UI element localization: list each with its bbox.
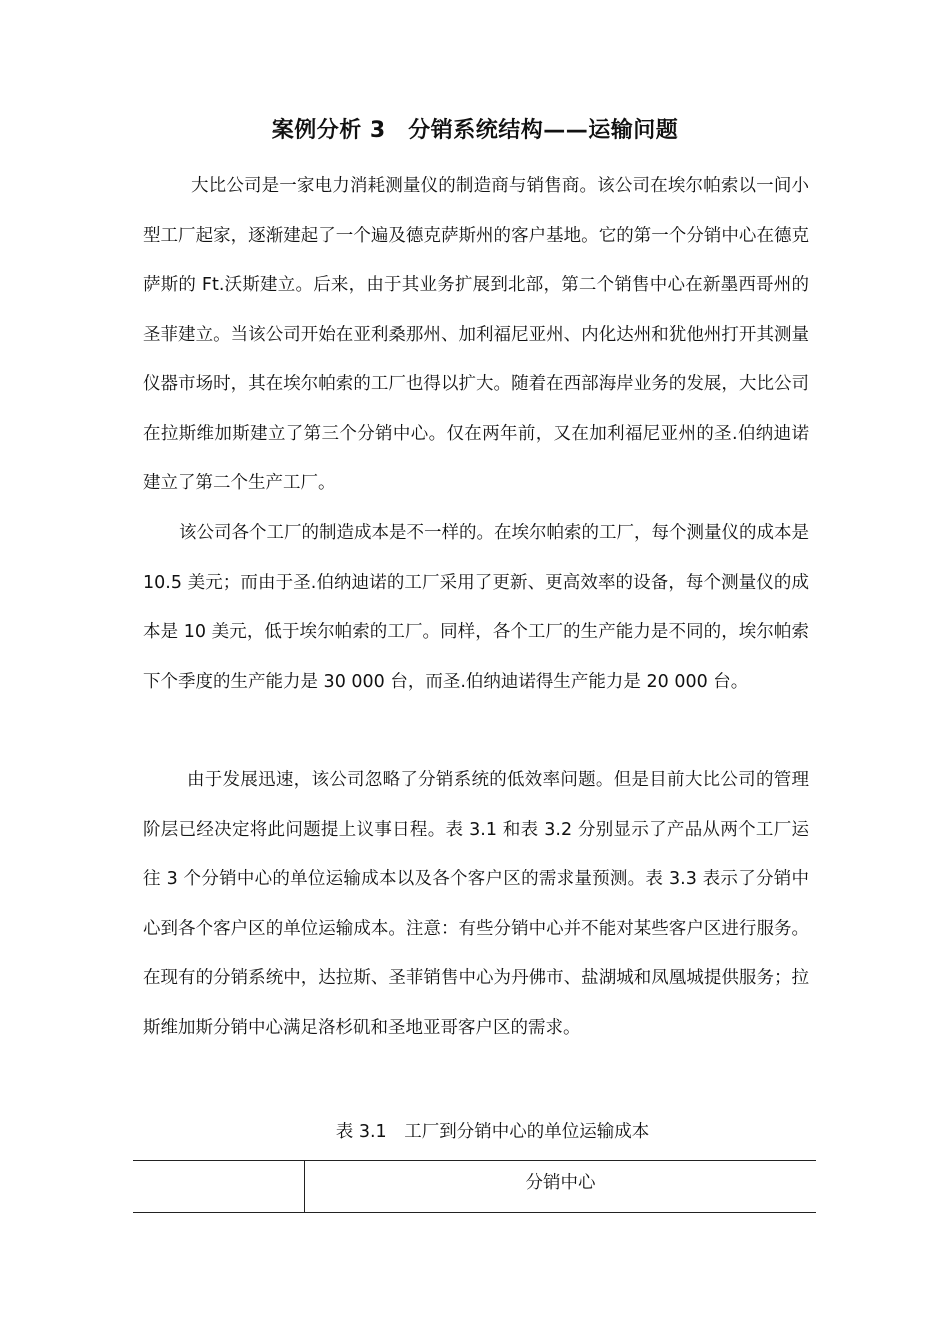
- document-title: 案例分析 3 分销系统结构——运输问题: [271, 118, 679, 143]
- shipping-cost-table: [133, 1160, 816, 1213]
- table-caption: 表 3.1 工厂到分销中心的单位运输成本: [335, 1122, 650, 1142]
- paragraph-company-history: 大比公司是一家电力消耗测量仪的制造商与销售商。该公司在埃尔帕索以一间小型工厂起家，逐渐建起了一个遍及德克萨斯州的客户基地。它的第一个分销中心在德克萨斯的 Ft.沃斯建立。后来，由于其业务扩展到北部，第二个销售中心在新墨西哥州的圣菲建立。当该公司开始在亚利桑那州、加利福尼亚州、内化达州和犹他州打开其测量仪器市场时，其在埃尔帕索的工厂也得以扩大。随着在西部海岸业务的发展，大比公司在拉斯维加斯建立了第三个分销中心。仅在两年前，又在加利福尼亚州的圣.伯纳迪诺建立了第二个生产工厂。: [143, 176, 809, 493]
- paragraph-distribution-problem: 由于发展迅速，该公司忽略了分销系统的低效率问题。但是目前大比公司的管理阶层已经决定将此问题提上议事日程。表 3.1 和表 3.2 分别显示了产品从两个工厂运往 3 个分销中心的单位运输成本以及各个客户区的需求量预测。表 3.3 表示了分销中心到各个客户区的单位运输成本。注意：有些分销中心并不能对某些客户区进行服务。在现有的分销系统中，达拉斯、圣菲销售中心为丹佛市、盐湖城和凤凰城提供服务；拉斯维加斯分销中心满足洛杉矶和圣地亚哥客户区的需求。: [143, 770, 809, 1038]
- paragraph-manufacturing-cost: 该公司各个工厂的制造成本是不一样的。在埃尔帕索的工厂，每个测量仪的成本是 10.5 美元；而由于圣.伯纳迪诺的工厂采用了更新、更高效率的设备，每个测量仪的成本是 10 美元，低于埃尔帕索的工厂。同样，各个工厂的生产能力是不同的，埃尔帕索下个季度的生产能力是 30 000 台，而圣.伯纳迪诺得生产能力是 20 000 台。: [143, 523, 809, 692]
- table-header-distribution-center: 分销中心: [525, 1173, 596, 1193]
